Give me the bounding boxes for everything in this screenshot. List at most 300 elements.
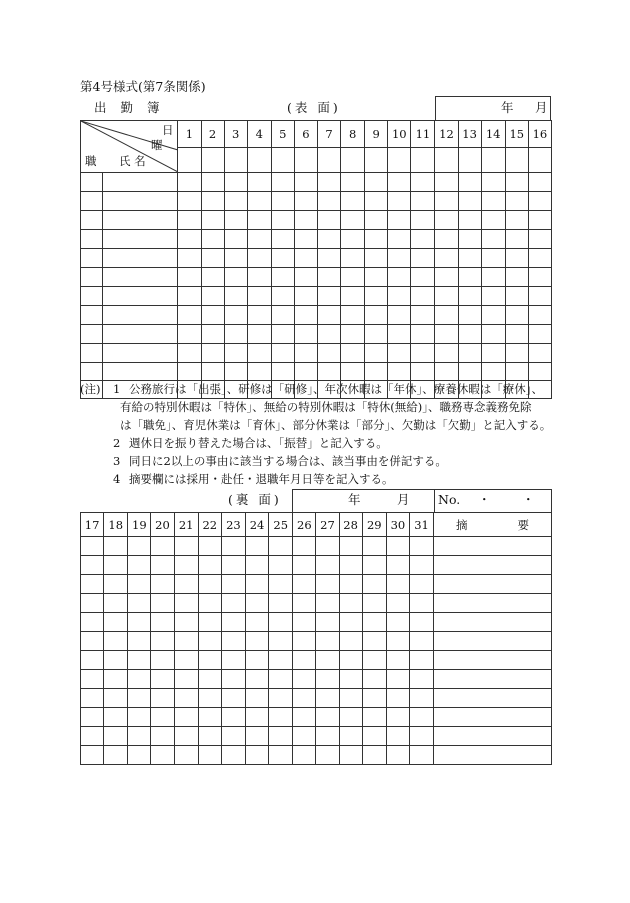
- attendance-cell[interactable]: [81, 556, 104, 575]
- name-cell[interactable]: [103, 363, 178, 381]
- attendance-cell[interactable]: [221, 670, 245, 689]
- attendance-cell[interactable]: [458, 268, 481, 287]
- attendance-cell[interactable]: [435, 306, 458, 325]
- attendance-cell[interactable]: [198, 556, 221, 575]
- attendance-cell[interactable]: [201, 173, 224, 192]
- attendance-cell[interactable]: [316, 575, 339, 594]
- name-cell[interactable]: [103, 192, 178, 211]
- front-weekday-cell[interactable]: [271, 147, 294, 173]
- attendance-cell[interactable]: [339, 651, 362, 670]
- attendance-cell[interactable]: [247, 325, 271, 344]
- attendance-cell[interactable]: [224, 211, 247, 230]
- attendance-cell[interactable]: [435, 249, 458, 268]
- attendance-cell[interactable]: [269, 575, 293, 594]
- name-cell[interactable]: [103, 249, 178, 268]
- attendance-cell[interactable]: [151, 651, 174, 670]
- attendance-cell[interactable]: [365, 325, 388, 344]
- attendance-cell[interactable]: [293, 613, 316, 632]
- attendance-cell[interactable]: [247, 344, 271, 363]
- attendance-cell[interactable]: [365, 173, 388, 192]
- attendance-cell[interactable]: [481, 230, 505, 249]
- attendance-cell[interactable]: [386, 689, 409, 708]
- remarks-cell[interactable]: [434, 727, 552, 746]
- attendance-cell[interactable]: [269, 727, 293, 746]
- attendance-cell[interactable]: [294, 211, 317, 230]
- attendance-cell[interactable]: [201, 325, 224, 344]
- attendance-cell[interactable]: [81, 537, 104, 556]
- attendance-cell[interactable]: [339, 537, 362, 556]
- attendance-cell[interactable]: [317, 230, 340, 249]
- attendance-cell[interactable]: [245, 632, 268, 651]
- attendance-cell[interactable]: [528, 325, 551, 344]
- attendance-cell[interactable]: [316, 632, 339, 651]
- attendance-cell[interactable]: [198, 708, 221, 727]
- attendance-cell[interactable]: [104, 708, 128, 727]
- attendance-cell[interactable]: [316, 594, 339, 613]
- attendance-cell[interactable]: [409, 727, 433, 746]
- attendance-cell[interactable]: [528, 249, 551, 268]
- front-weekday-cell[interactable]: [388, 147, 411, 173]
- front-weekday-cell[interactable]: [294, 147, 317, 173]
- attendance-cell[interactable]: [505, 230, 528, 249]
- attendance-cell[interactable]: [224, 230, 247, 249]
- attendance-cell[interactable]: [224, 268, 247, 287]
- attendance-cell[interactable]: [174, 727, 198, 746]
- attendance-cell[interactable]: [505, 363, 528, 381]
- front-weekday-cell[interactable]: [528, 147, 551, 173]
- attendance-cell[interactable]: [341, 173, 365, 192]
- attendance-cell[interactable]: [104, 651, 128, 670]
- attendance-cell[interactable]: [317, 363, 340, 381]
- attendance-cell[interactable]: [316, 613, 339, 632]
- attendance-cell[interactable]: [365, 249, 388, 268]
- attendance-cell[interactable]: [151, 670, 174, 689]
- attendance-cell[interactable]: [388, 268, 411, 287]
- attendance-cell[interactable]: [365, 287, 388, 306]
- attendance-cell[interactable]: [201, 230, 224, 249]
- attendance-cell[interactable]: [316, 537, 339, 556]
- position-cell[interactable]: [81, 268, 103, 287]
- attendance-cell[interactable]: [293, 537, 316, 556]
- attendance-cell[interactable]: [221, 575, 245, 594]
- attendance-cell[interactable]: [528, 211, 551, 230]
- attendance-cell[interactable]: [178, 192, 201, 211]
- attendance-cell[interactable]: [245, 670, 268, 689]
- attendance-cell[interactable]: [201, 192, 224, 211]
- position-cell[interactable]: [81, 325, 103, 344]
- attendance-cell[interactable]: [174, 689, 198, 708]
- attendance-cell[interactable]: [104, 632, 128, 651]
- attendance-cell[interactable]: [341, 192, 365, 211]
- attendance-cell[interactable]: [481, 306, 505, 325]
- attendance-cell[interactable]: [316, 556, 339, 575]
- attendance-cell[interactable]: [269, 689, 293, 708]
- attendance-cell[interactable]: [411, 268, 435, 287]
- attendance-cell[interactable]: [269, 632, 293, 651]
- attendance-cell[interactable]: [201, 249, 224, 268]
- attendance-cell[interactable]: [271, 363, 294, 381]
- attendance-cell[interactable]: [317, 287, 340, 306]
- attendance-cell[interactable]: [245, 727, 268, 746]
- attendance-cell[interactable]: [341, 287, 365, 306]
- attendance-cell[interactable]: [458, 173, 481, 192]
- attendance-cell[interactable]: [362, 670, 386, 689]
- attendance-cell[interactable]: [365, 192, 388, 211]
- attendance-cell[interactable]: [293, 708, 316, 727]
- attendance-cell[interactable]: [317, 192, 340, 211]
- attendance-cell[interactable]: [316, 651, 339, 670]
- attendance-cell[interactable]: [178, 325, 201, 344]
- attendance-cell[interactable]: [294, 192, 317, 211]
- attendance-cell[interactable]: [128, 689, 151, 708]
- attendance-cell[interactable]: [409, 746, 433, 765]
- attendance-cell[interactable]: [458, 306, 481, 325]
- attendance-cell[interactable]: [269, 613, 293, 632]
- attendance-cell[interactable]: [528, 306, 551, 325]
- attendance-cell[interactable]: [458, 287, 481, 306]
- attendance-cell[interactable]: [198, 746, 221, 765]
- attendance-cell[interactable]: [245, 537, 268, 556]
- attendance-cell[interactable]: [409, 575, 433, 594]
- attendance-cell[interactable]: [294, 325, 317, 344]
- attendance-cell[interactable]: [224, 363, 247, 381]
- attendance-cell[interactable]: [245, 613, 268, 632]
- attendance-cell[interactable]: [293, 575, 316, 594]
- attendance-cell[interactable]: [128, 594, 151, 613]
- attendance-cell[interactable]: [247, 230, 271, 249]
- attendance-cell[interactable]: [174, 594, 198, 613]
- attendance-cell[interactable]: [294, 287, 317, 306]
- attendance-cell[interactable]: [269, 594, 293, 613]
- remarks-cell[interactable]: [434, 575, 552, 594]
- attendance-cell[interactable]: [316, 689, 339, 708]
- attendance-cell[interactable]: [174, 746, 198, 765]
- attendance-cell[interactable]: [409, 708, 433, 727]
- attendance-cell[interactable]: [409, 556, 433, 575]
- attendance-cell[interactable]: [528, 344, 551, 363]
- attendance-cell[interactable]: [174, 537, 198, 556]
- attendance-cell[interactable]: [151, 746, 174, 765]
- attendance-cell[interactable]: [178, 211, 201, 230]
- attendance-cell[interactable]: [386, 575, 409, 594]
- attendance-cell[interactable]: [178, 287, 201, 306]
- attendance-cell[interactable]: [81, 708, 104, 727]
- attendance-cell[interactable]: [339, 594, 362, 613]
- attendance-cell[interactable]: [409, 594, 433, 613]
- attendance-cell[interactable]: [221, 556, 245, 575]
- position-cell[interactable]: [81, 249, 103, 268]
- attendance-cell[interactable]: [362, 575, 386, 594]
- attendance-cell[interactable]: [198, 594, 221, 613]
- attendance-cell[interactable]: [178, 363, 201, 381]
- attendance-cell[interactable]: [271, 306, 294, 325]
- attendance-cell[interactable]: [362, 632, 386, 651]
- attendance-cell[interactable]: [481, 325, 505, 344]
- attendance-cell[interactable]: [505, 325, 528, 344]
- attendance-cell[interactable]: [458, 363, 481, 381]
- remarks-cell[interactable]: [434, 670, 552, 689]
- attendance-cell[interactable]: [411, 287, 435, 306]
- attendance-cell[interactable]: [505, 287, 528, 306]
- attendance-cell[interactable]: [294, 173, 317, 192]
- attendance-cell[interactable]: [151, 632, 174, 651]
- front-weekday-cell[interactable]: [505, 147, 528, 173]
- attendance-cell[interactable]: [174, 708, 198, 727]
- front-weekday-cell[interactable]: [247, 147, 271, 173]
- position-cell[interactable]: [81, 211, 103, 230]
- attendance-cell[interactable]: [388, 173, 411, 192]
- attendance-cell[interactable]: [293, 670, 316, 689]
- attendance-cell[interactable]: [201, 211, 224, 230]
- attendance-cell[interactable]: [178, 268, 201, 287]
- name-cell[interactable]: [103, 173, 178, 192]
- attendance-cell[interactable]: [435, 268, 458, 287]
- attendance-cell[interactable]: [271, 344, 294, 363]
- attendance-cell[interactable]: [81, 632, 104, 651]
- attendance-cell[interactable]: [435, 173, 458, 192]
- remarks-cell[interactable]: [434, 632, 552, 651]
- attendance-cell[interactable]: [178, 344, 201, 363]
- name-cell[interactable]: [103, 230, 178, 249]
- front-weekday-cell[interactable]: [224, 147, 247, 173]
- attendance-cell[interactable]: [411, 325, 435, 344]
- attendance-cell[interactable]: [245, 594, 268, 613]
- attendance-cell[interactable]: [128, 670, 151, 689]
- attendance-cell[interactable]: [294, 268, 317, 287]
- attendance-cell[interactable]: [435, 344, 458, 363]
- attendance-cell[interactable]: [81, 727, 104, 746]
- attendance-cell[interactable]: [271, 192, 294, 211]
- attendance-cell[interactable]: [151, 575, 174, 594]
- front-weekday-cell[interactable]: [365, 147, 388, 173]
- name-cell[interactable]: [103, 268, 178, 287]
- attendance-cell[interactable]: [174, 651, 198, 670]
- attendance-cell[interactable]: [221, 632, 245, 651]
- attendance-cell[interactable]: [128, 708, 151, 727]
- attendance-cell[interactable]: [386, 594, 409, 613]
- attendance-cell[interactable]: [411, 363, 435, 381]
- attendance-cell[interactable]: [174, 575, 198, 594]
- attendance-cell[interactable]: [128, 746, 151, 765]
- attendance-cell[interactable]: [386, 613, 409, 632]
- attendance-cell[interactable]: [411, 230, 435, 249]
- attendance-cell[interactable]: [341, 268, 365, 287]
- attendance-cell[interactable]: [247, 173, 271, 192]
- attendance-cell[interactable]: [293, 632, 316, 651]
- attendance-cell[interactable]: [178, 173, 201, 192]
- position-cell[interactable]: [81, 230, 103, 249]
- attendance-cell[interactable]: [339, 689, 362, 708]
- attendance-cell[interactable]: [386, 670, 409, 689]
- position-cell[interactable]: [81, 363, 103, 381]
- attendance-cell[interactable]: [247, 363, 271, 381]
- attendance-cell[interactable]: [245, 556, 268, 575]
- attendance-cell[interactable]: [339, 575, 362, 594]
- name-cell[interactable]: [103, 306, 178, 325]
- attendance-cell[interactable]: [481, 249, 505, 268]
- attendance-cell[interactable]: [362, 594, 386, 613]
- attendance-cell[interactable]: [505, 211, 528, 230]
- remarks-cell[interactable]: [434, 746, 552, 765]
- attendance-cell[interactable]: [388, 363, 411, 381]
- attendance-cell[interactable]: [341, 344, 365, 363]
- attendance-cell[interactable]: [317, 173, 340, 192]
- attendance-cell[interactable]: [128, 651, 151, 670]
- attendance-cell[interactable]: [128, 537, 151, 556]
- attendance-cell[interactable]: [271, 173, 294, 192]
- attendance-cell[interactable]: [505, 192, 528, 211]
- attendance-cell[interactable]: [435, 211, 458, 230]
- attendance-cell[interactable]: [151, 556, 174, 575]
- remarks-cell[interactable]: [434, 594, 552, 613]
- attendance-cell[interactable]: [293, 556, 316, 575]
- attendance-cell[interactable]: [481, 192, 505, 211]
- front-weekday-cell[interactable]: [435, 147, 458, 173]
- remarks-cell[interactable]: [434, 556, 552, 575]
- attendance-cell[interactable]: [294, 249, 317, 268]
- attendance-cell[interactable]: [245, 689, 268, 708]
- attendance-cell[interactable]: [104, 727, 128, 746]
- attendance-cell[interactable]: [365, 230, 388, 249]
- attendance-cell[interactable]: [269, 537, 293, 556]
- attendance-cell[interactable]: [221, 689, 245, 708]
- attendance-cell[interactable]: [104, 746, 128, 765]
- attendance-cell[interactable]: [271, 211, 294, 230]
- attendance-cell[interactable]: [221, 537, 245, 556]
- attendance-cell[interactable]: [247, 306, 271, 325]
- attendance-cell[interactable]: [128, 727, 151, 746]
- name-cell[interactable]: [103, 325, 178, 344]
- attendance-cell[interactable]: [388, 192, 411, 211]
- attendance-cell[interactable]: [411, 306, 435, 325]
- attendance-cell[interactable]: [317, 325, 340, 344]
- attendance-cell[interactable]: [316, 708, 339, 727]
- attendance-cell[interactable]: [81, 746, 104, 765]
- attendance-cell[interactable]: [151, 594, 174, 613]
- attendance-cell[interactable]: [409, 670, 433, 689]
- attendance-cell[interactable]: [388, 344, 411, 363]
- attendance-cell[interactable]: [339, 746, 362, 765]
- attendance-cell[interactable]: [81, 613, 104, 632]
- attendance-cell[interactable]: [201, 268, 224, 287]
- attendance-cell[interactable]: [293, 746, 316, 765]
- attendance-cell[interactable]: [362, 727, 386, 746]
- attendance-cell[interactable]: [341, 325, 365, 344]
- front-weekday-cell[interactable]: [341, 147, 365, 173]
- attendance-cell[interactable]: [388, 211, 411, 230]
- attendance-cell[interactable]: [386, 556, 409, 575]
- attendance-cell[interactable]: [386, 727, 409, 746]
- attendance-cell[interactable]: [198, 689, 221, 708]
- attendance-cell[interactable]: [339, 670, 362, 689]
- attendance-cell[interactable]: [269, 670, 293, 689]
- attendance-cell[interactable]: [128, 575, 151, 594]
- attendance-cell[interactable]: [481, 173, 505, 192]
- attendance-cell[interactable]: [247, 192, 271, 211]
- attendance-cell[interactable]: [365, 306, 388, 325]
- attendance-cell[interactable]: [341, 211, 365, 230]
- attendance-cell[interactable]: [174, 556, 198, 575]
- attendance-cell[interactable]: [294, 363, 317, 381]
- attendance-cell[interactable]: [198, 632, 221, 651]
- attendance-cell[interactable]: [411, 192, 435, 211]
- attendance-cell[interactable]: [362, 556, 386, 575]
- attendance-cell[interactable]: [198, 727, 221, 746]
- attendance-cell[interactable]: [221, 613, 245, 632]
- attendance-cell[interactable]: [221, 708, 245, 727]
- attendance-cell[interactable]: [528, 287, 551, 306]
- attendance-cell[interactable]: [316, 670, 339, 689]
- attendance-cell[interactable]: [411, 211, 435, 230]
- attendance-cell[interactable]: [245, 575, 268, 594]
- attendance-cell[interactable]: [151, 613, 174, 632]
- attendance-cell[interactable]: [294, 306, 317, 325]
- attendance-cell[interactable]: [458, 249, 481, 268]
- attendance-cell[interactable]: [386, 632, 409, 651]
- attendance-cell[interactable]: [362, 613, 386, 632]
- front-weekday-cell[interactable]: [178, 147, 201, 173]
- attendance-cell[interactable]: [505, 249, 528, 268]
- attendance-cell[interactable]: [435, 325, 458, 344]
- front-weekday-cell[interactable]: [201, 147, 224, 173]
- attendance-cell[interactable]: [221, 746, 245, 765]
- name-cell[interactable]: [103, 344, 178, 363]
- attendance-cell[interactable]: [128, 556, 151, 575]
- position-cell[interactable]: [81, 287, 103, 306]
- attendance-cell[interactable]: [481, 268, 505, 287]
- remarks-cell[interactable]: [434, 708, 552, 727]
- attendance-cell[interactable]: [388, 306, 411, 325]
- attendance-cell[interactable]: [247, 249, 271, 268]
- attendance-cell[interactable]: [174, 613, 198, 632]
- front-weekday-cell[interactable]: [317, 147, 340, 173]
- attendance-cell[interactable]: [409, 537, 433, 556]
- attendance-cell[interactable]: [81, 651, 104, 670]
- remarks-cell[interactable]: [434, 689, 552, 708]
- attendance-cell[interactable]: [339, 613, 362, 632]
- attendance-cell[interactable]: [198, 670, 221, 689]
- attendance-cell[interactable]: [224, 344, 247, 363]
- attendance-cell[interactable]: [458, 230, 481, 249]
- position-cell[interactable]: [81, 192, 103, 211]
- attendance-cell[interactable]: [245, 746, 268, 765]
- attendance-cell[interactable]: [362, 746, 386, 765]
- attendance-cell[interactable]: [409, 651, 433, 670]
- attendance-cell[interactable]: [271, 325, 294, 344]
- position-cell[interactable]: [81, 173, 103, 192]
- attendance-cell[interactable]: [317, 211, 340, 230]
- attendance-cell[interactable]: [201, 287, 224, 306]
- attendance-cell[interactable]: [528, 230, 551, 249]
- attendance-cell[interactable]: [198, 575, 221, 594]
- attendance-cell[interactable]: [271, 230, 294, 249]
- attendance-cell[interactable]: [386, 708, 409, 727]
- attendance-cell[interactable]: [271, 287, 294, 306]
- attendance-cell[interactable]: [505, 344, 528, 363]
- attendance-cell[interactable]: [81, 575, 104, 594]
- attendance-cell[interactable]: [293, 594, 316, 613]
- attendance-cell[interactable]: [269, 651, 293, 670]
- attendance-cell[interactable]: [247, 287, 271, 306]
- attendance-cell[interactable]: [388, 230, 411, 249]
- attendance-cell[interactable]: [224, 192, 247, 211]
- remarks-cell[interactable]: [434, 537, 552, 556]
- attendance-cell[interactable]: [362, 708, 386, 727]
- attendance-cell[interactable]: [201, 306, 224, 325]
- attendance-cell[interactable]: [293, 727, 316, 746]
- attendance-cell[interactable]: [201, 344, 224, 363]
- attendance-cell[interactable]: [316, 746, 339, 765]
